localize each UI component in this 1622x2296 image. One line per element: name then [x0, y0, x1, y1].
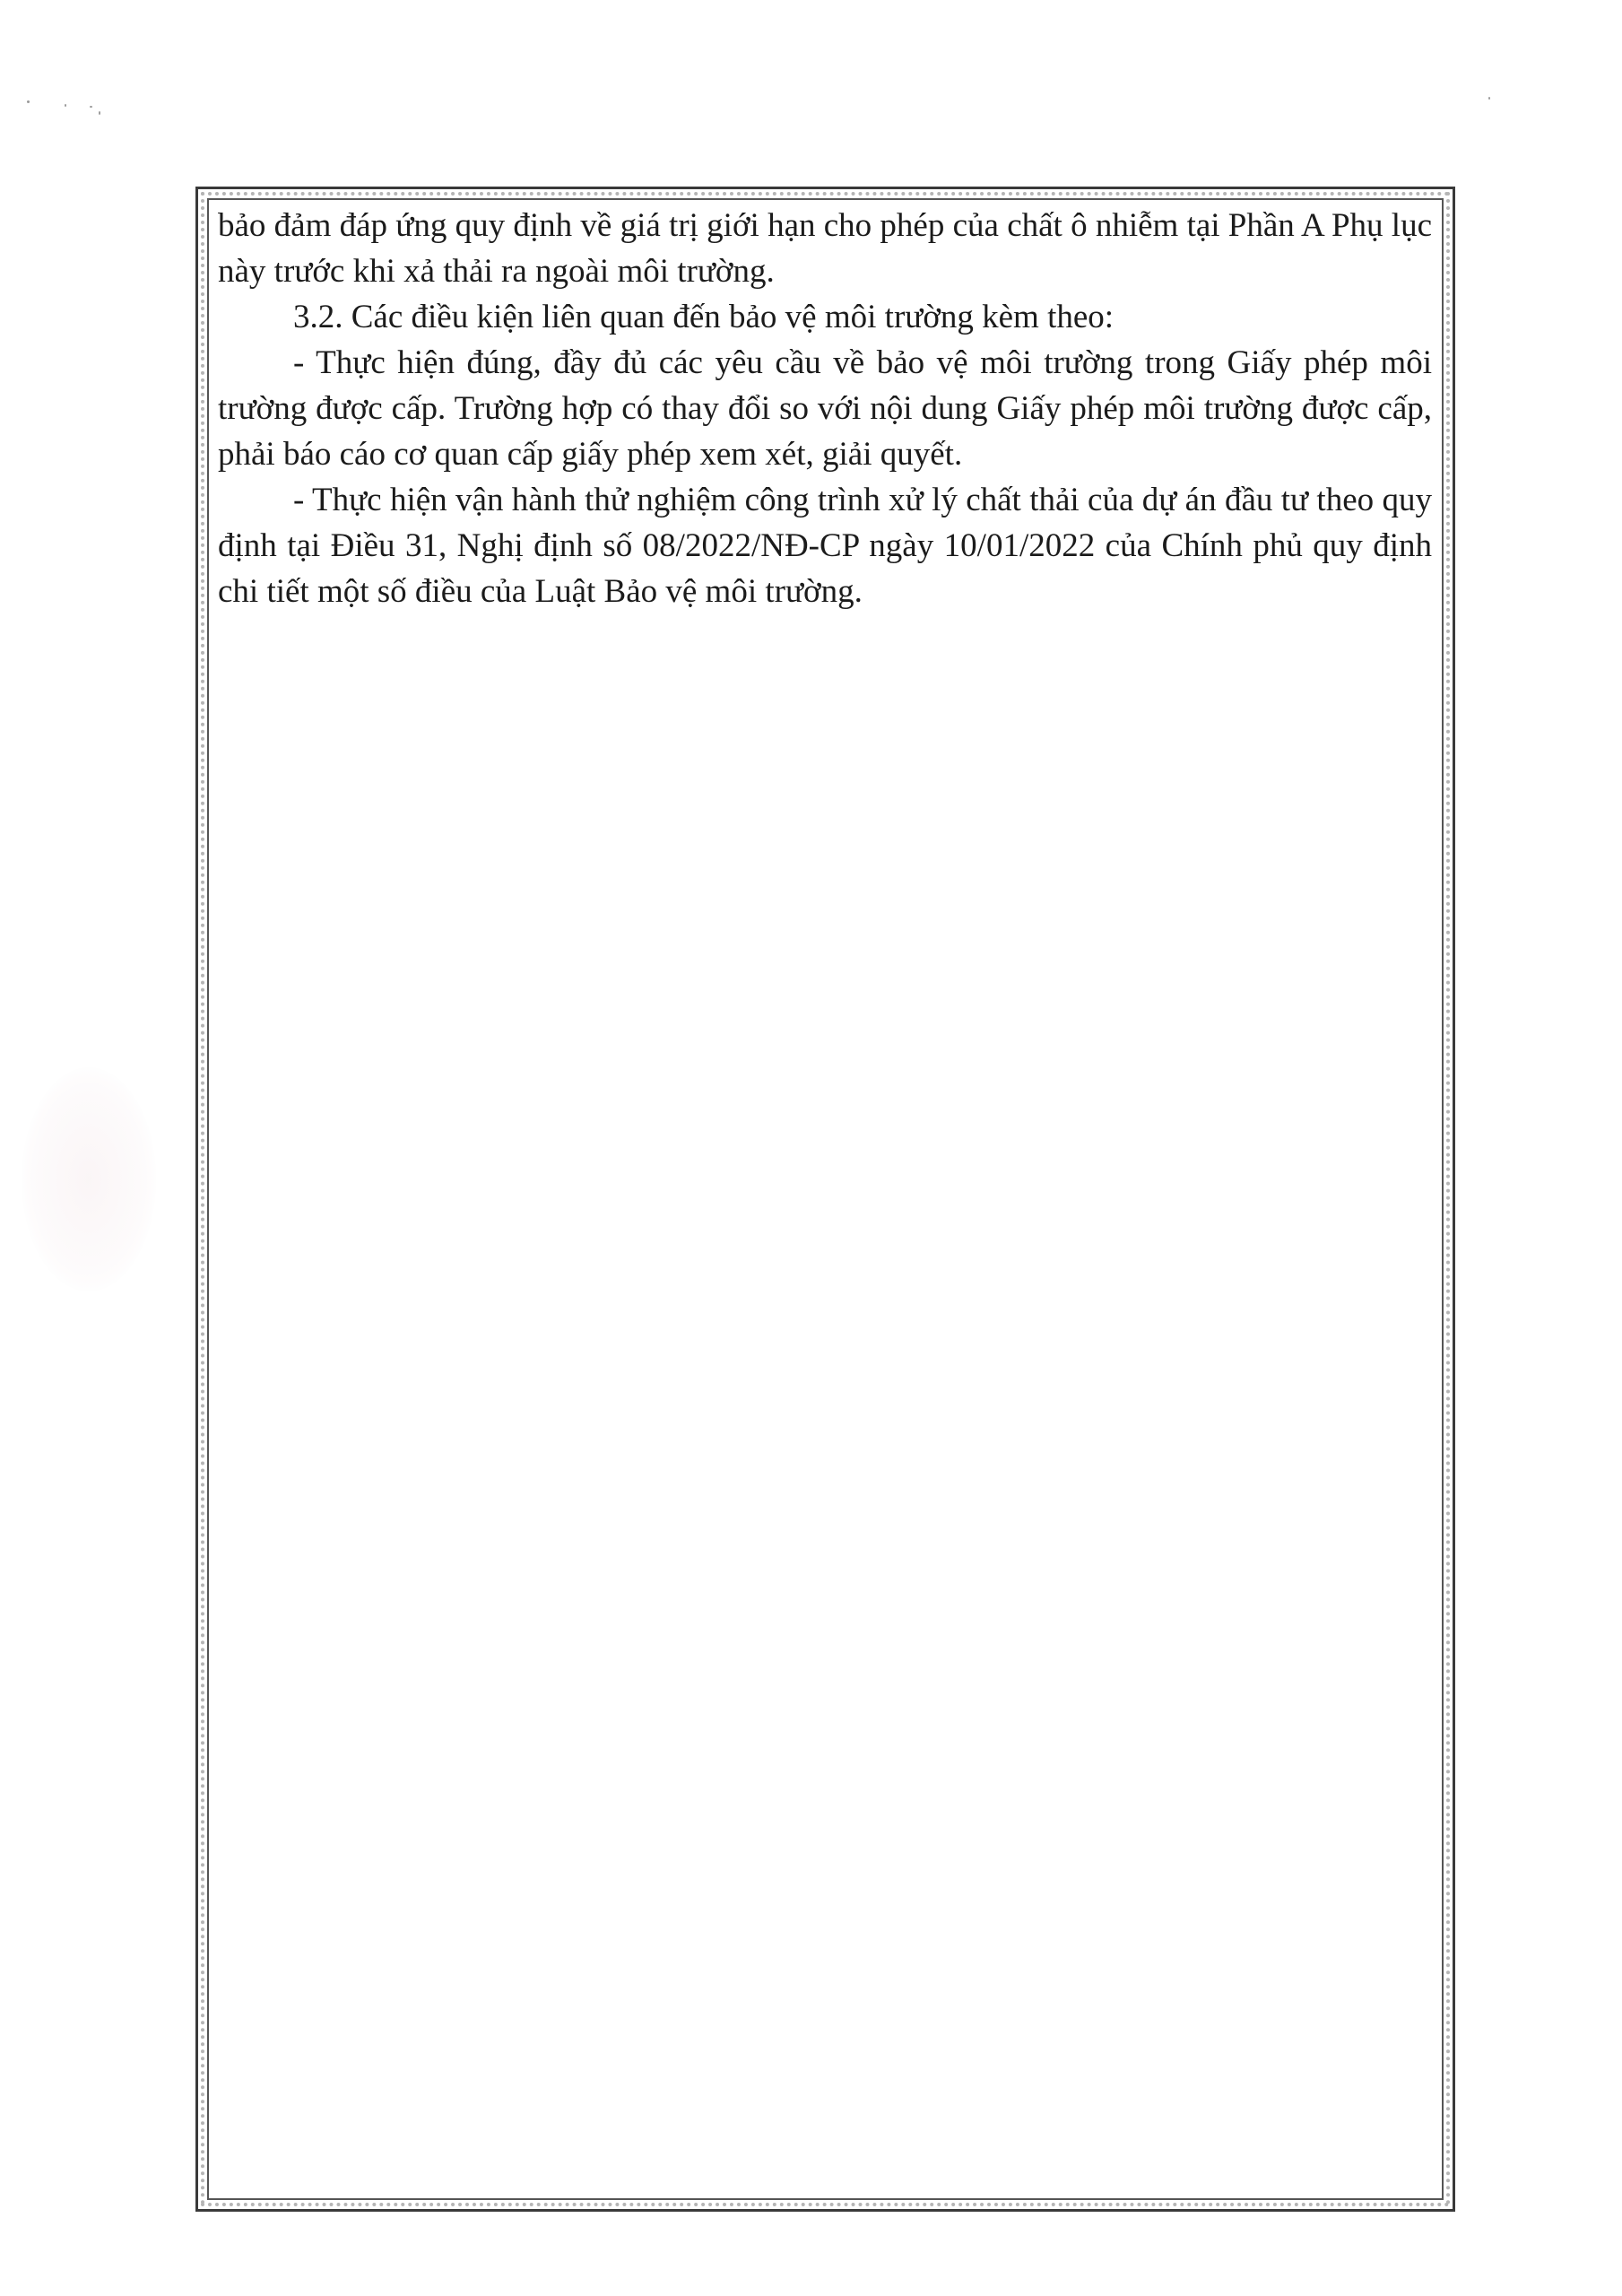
scan-speck	[1488, 97, 1490, 100]
section-heading-3-2: 3.2. Các điều kiện liên quan đến bảo vệ môi trường kèm theo:	[293, 299, 1115, 335]
scan-speck	[99, 111, 100, 115]
paragraph-bullet-2: - Thực hiện vận hành thử nghiệm công trình xử lý chất thải của dự án đầu tư theo quy định tại Điều 31, Nghị định số 08/2022/NĐ-CP ngày 10/01/2022 của Chính phủ quy định chi tiết một số điều của Luật Bảo vệ môi trường.	[218, 482, 1432, 610]
scan-speck	[65, 104, 66, 107]
scan-speck	[27, 100, 30, 103]
paragraph-bullet-1: - Thực hiện đúng, đầy đủ các yêu cầu về bảo vệ môi trường trong Giấy phép môi trường được cấp. Trường hợp có thay đổi so với nội dung Giấy phép môi trường được cấp, phải báo cáo cơ quan cấp giấy phép xem xét, giải quyết.	[218, 344, 1432, 473]
faded-seal-mark	[22, 1067, 156, 1292]
paragraph-continuation: bảo đảm đáp ứng quy định về giá trị giới hạn cho phép của chất ô nhiễm tại Phần A Phụ lục này trước khi xả thải ra ngoài môi trường.	[218, 207, 1432, 290]
document-body	[218, 203, 1432, 614]
scan-speck	[90, 106, 92, 108]
